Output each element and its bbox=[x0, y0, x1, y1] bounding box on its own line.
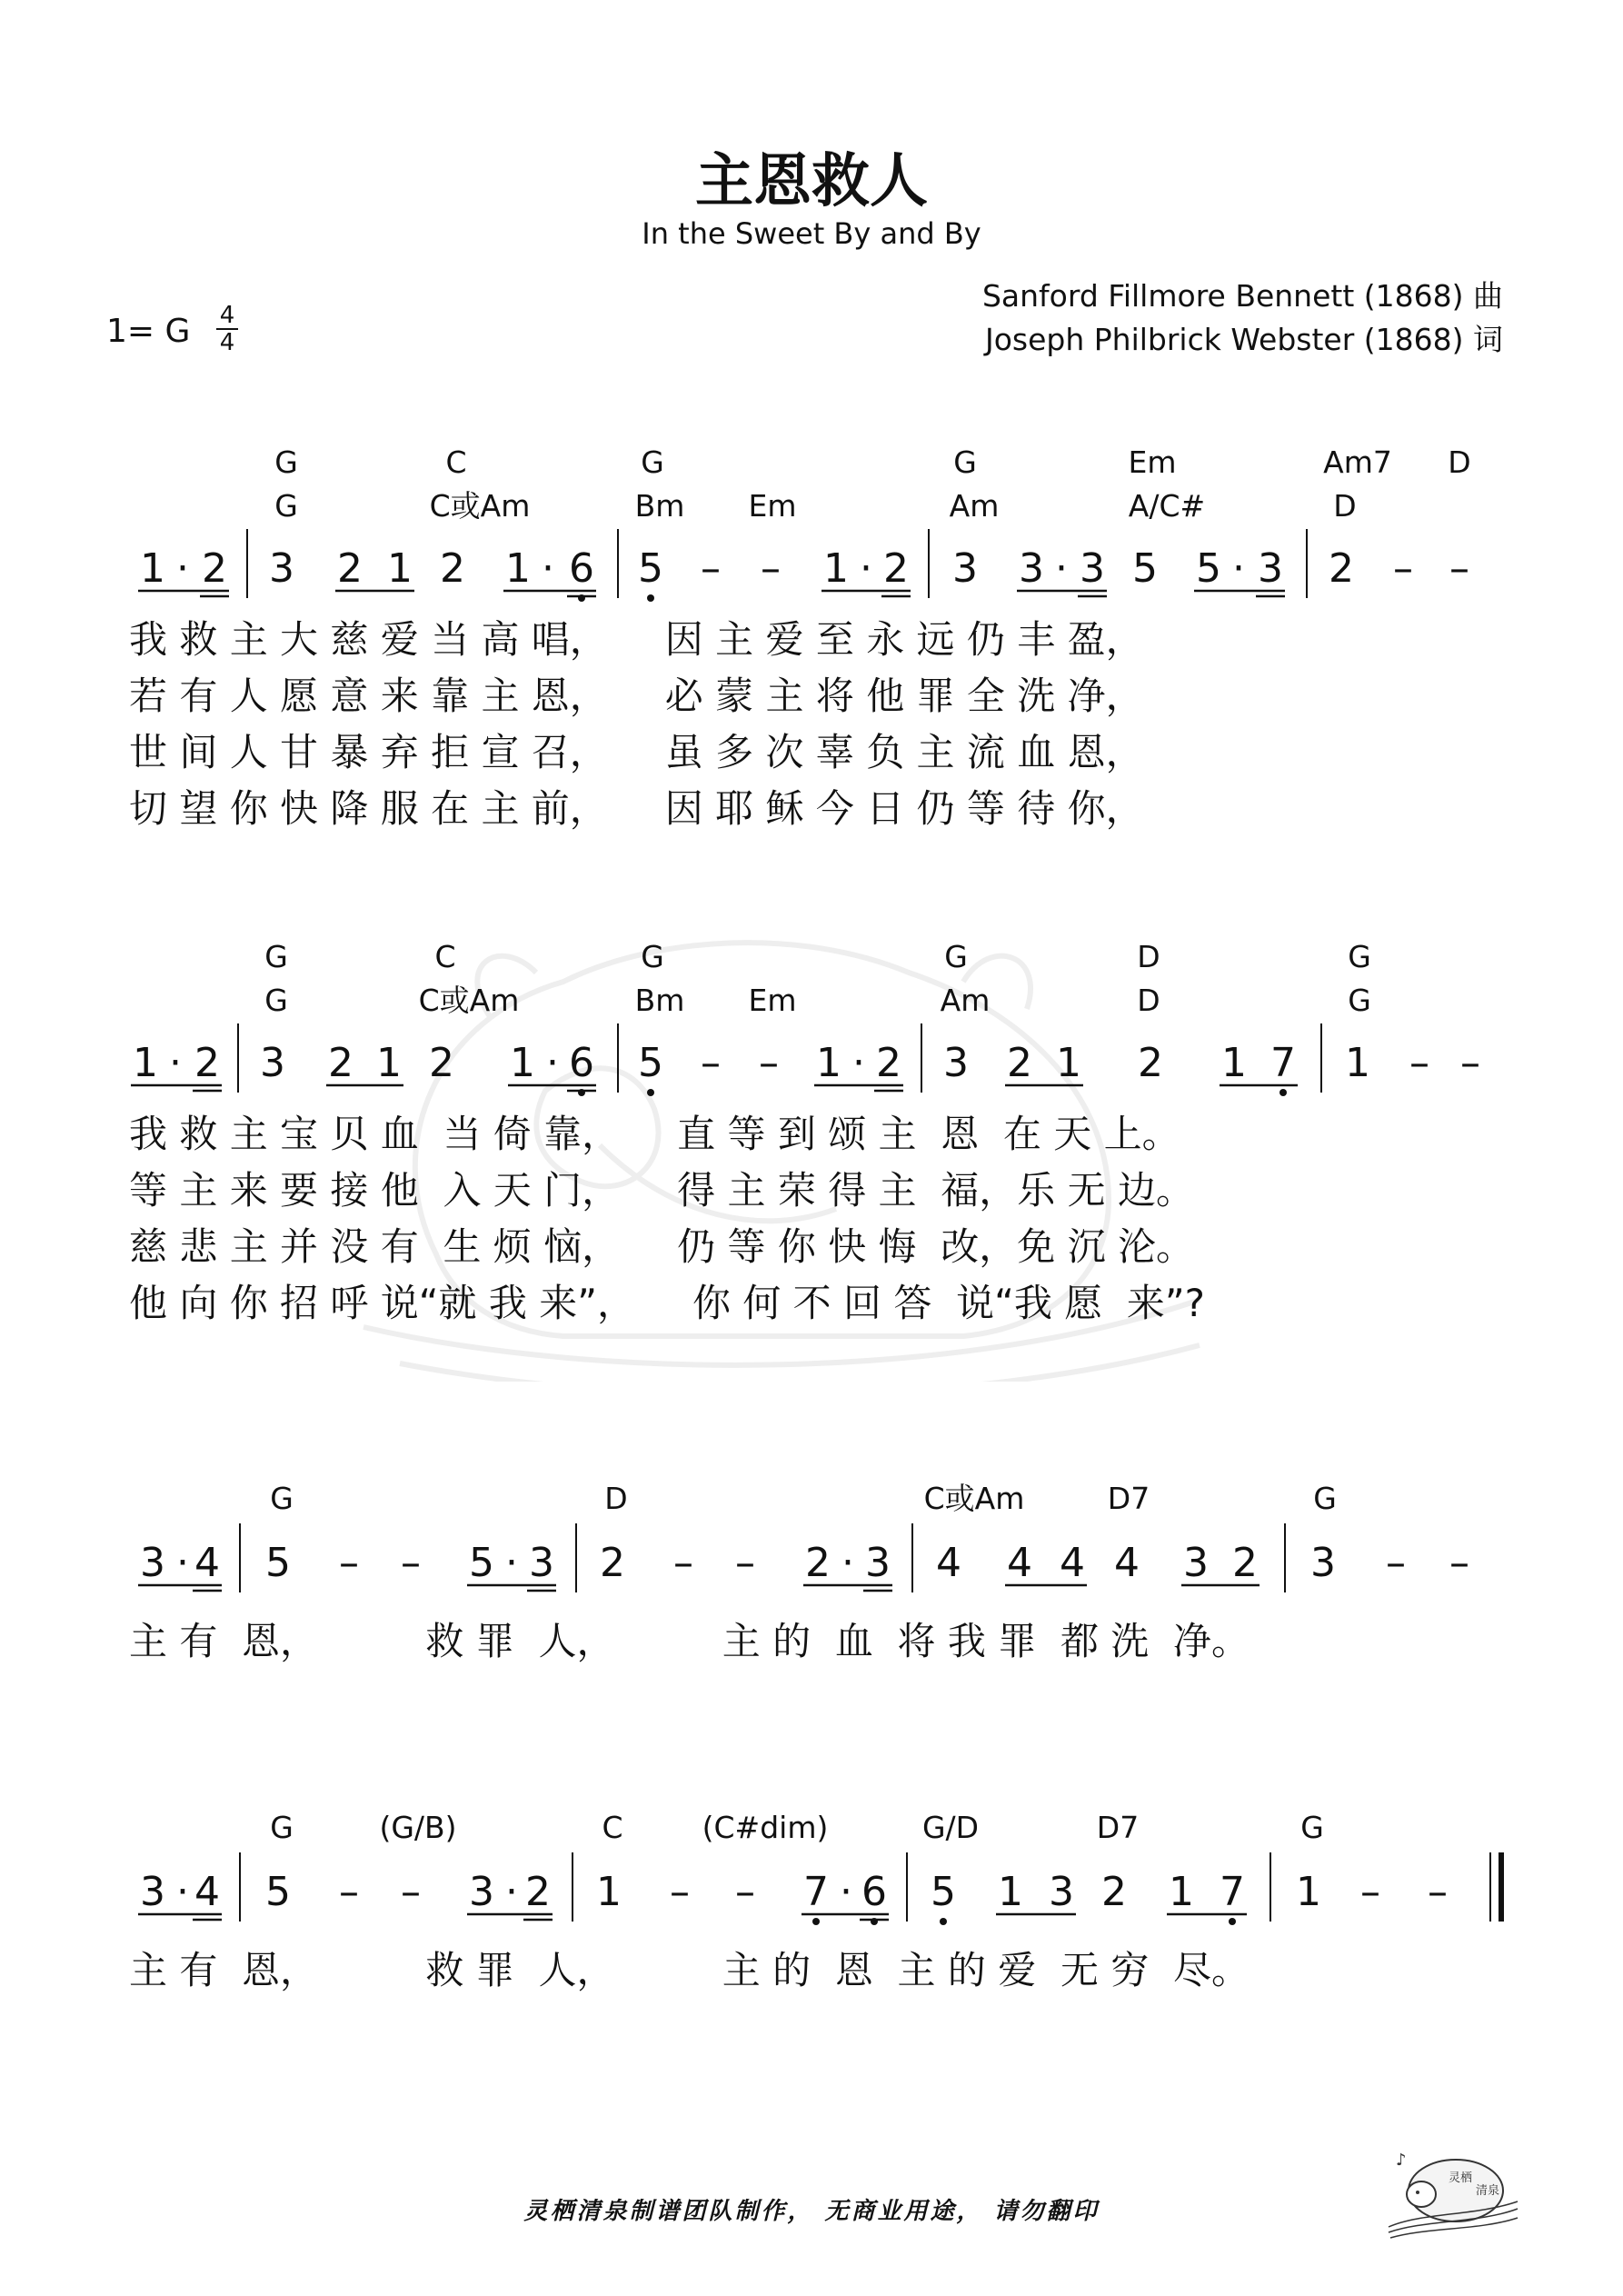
note-number: 2 bbox=[1101, 1869, 1127, 1915]
logo-text-b: 清泉 bbox=[1476, 2184, 1500, 2198]
chord-symbol-alt: D bbox=[1333, 488, 1357, 524]
note-number: 4 bbox=[1060, 1540, 1085, 1586]
note-number: 3 bbox=[1310, 1540, 1336, 1586]
chord-symbol-alt: C或Am bbox=[429, 488, 531, 524]
dotted-note: · bbox=[1232, 545, 1245, 592]
chord-symbol: G bbox=[641, 444, 664, 480]
chord-symbol: D bbox=[1448, 444, 1471, 480]
key-signature: 1= G bbox=[106, 313, 191, 350]
chord-symbol-alt: A/C# bbox=[1128, 488, 1206, 524]
note-number: 3 bbox=[260, 1040, 285, 1086]
chord-symbol: G bbox=[274, 444, 298, 480]
lyric-line: 等 主 来 要 接 他 入 天 门， 得 主 荣 得 主 福，乐 无 边。 bbox=[129, 1168, 1194, 1213]
dash-extension: – bbox=[759, 1040, 779, 1086]
octave-dot bbox=[1229, 1918, 1236, 1925]
lyric-line: 若 有 人 愿 意 来 靠 主 恩， 必 蒙 主 将 他 罪 全 洗 净， bbox=[129, 674, 1144, 718]
chord-symbol: C或Am bbox=[923, 1481, 1025, 1516]
dash-extension: – bbox=[1360, 1869, 1380, 1915]
dotted-note: · bbox=[840, 1869, 852, 1915]
note-number: 5 bbox=[1196, 545, 1221, 592]
dash-extension: – bbox=[401, 1869, 421, 1915]
chord-symbol: C bbox=[602, 1810, 623, 1845]
note-number: 3 bbox=[469, 1869, 494, 1915]
octave-dot bbox=[871, 1918, 878, 1925]
dotted-note: · bbox=[546, 1040, 559, 1086]
note-number: 3 bbox=[529, 1540, 554, 1586]
note-number: 6 bbox=[569, 545, 594, 592]
dotted-note: · bbox=[505, 1540, 518, 1586]
note-number: 2 bbox=[1329, 545, 1354, 592]
lyric-line: 主 有 恩， 救 罪 人， 主 的 血 将 我 罪 都 洗 净。 bbox=[129, 1619, 1250, 1663]
note-number: 1 bbox=[998, 1869, 1023, 1915]
note-number: 5 bbox=[638, 1040, 663, 1086]
octave-dot bbox=[647, 1089, 654, 1096]
note-number: 2 bbox=[876, 1040, 901, 1086]
chord-symbol-alt: D bbox=[1137, 983, 1160, 1018]
chord-symbol: (G/B) bbox=[379, 1810, 457, 1845]
composer-credit: Sanford Fillmore Bennett (1868) 曲 bbox=[981, 278, 1503, 314]
dash-extension: – bbox=[701, 545, 721, 592]
octave-dot bbox=[647, 594, 654, 602]
dash-extension: – bbox=[1409, 1040, 1429, 1086]
note-number: 2 bbox=[440, 545, 465, 592]
chord-symbol-alt: Am bbox=[949, 488, 1000, 524]
note-number: 7 bbox=[1220, 1869, 1245, 1915]
dotted-note: · bbox=[542, 545, 554, 592]
chord-symbol: C bbox=[445, 444, 467, 480]
dash-extension: – bbox=[1449, 545, 1469, 592]
dotted-note: · bbox=[505, 1869, 518, 1915]
note-number: 2 bbox=[337, 545, 363, 592]
note-number: 1 bbox=[816, 1040, 841, 1086]
note-number: 2 bbox=[194, 1040, 220, 1086]
dotted-note: · bbox=[841, 1540, 854, 1586]
chord-symbol: G bbox=[953, 444, 977, 480]
note-number: 2 bbox=[525, 1869, 551, 1915]
note-number: 3 bbox=[140, 1869, 165, 1915]
note-number: 2 bbox=[202, 545, 227, 592]
note-number: 5 bbox=[638, 545, 663, 592]
song-title: 主恩救人 bbox=[695, 148, 928, 215]
octave-dot bbox=[578, 1089, 585, 1096]
chord-symbol: (C#dim) bbox=[702, 1810, 829, 1845]
note-number: 6 bbox=[861, 1869, 887, 1915]
chord-symbol-alt: C或Am bbox=[418, 983, 520, 1018]
dash-extension: – bbox=[1460, 1040, 1480, 1086]
note-number: 1 bbox=[133, 1040, 158, 1086]
time-signature-bottom: 4 bbox=[219, 329, 235, 356]
note-number: 6 bbox=[569, 1040, 594, 1086]
dash-extension: – bbox=[1449, 1540, 1469, 1586]
chord-symbol: D7 bbox=[1096, 1810, 1140, 1845]
note-number: 2 bbox=[429, 1040, 454, 1086]
note-number: 3 bbox=[943, 1040, 969, 1086]
note-number: 3 bbox=[1019, 545, 1044, 592]
dotted-note: · bbox=[169, 1040, 182, 1086]
chord-symbol: D bbox=[604, 1481, 628, 1516]
dash-extension: – bbox=[339, 1869, 359, 1915]
note-number: 2 bbox=[600, 1540, 625, 1586]
note-number: 1 bbox=[1169, 1869, 1194, 1915]
chord-symbol-alt: Em bbox=[748, 983, 797, 1018]
lyric-line: 切 望 你 快 降 服 在 主 前， 因 耶 稣 今 日 仍 等 待 你， bbox=[129, 786, 1144, 831]
note-number: 7 bbox=[803, 1869, 829, 1915]
chord-symbol: Em bbox=[1128, 444, 1177, 480]
dash-extension: – bbox=[339, 1540, 359, 1586]
dash-extension: – bbox=[1393, 545, 1413, 592]
note-number: 1 bbox=[505, 545, 531, 592]
chord-symbol: Am7 bbox=[1323, 444, 1392, 480]
dotted-note: · bbox=[176, 1869, 189, 1915]
logo-sheep-icon bbox=[1385, 2140, 1521, 2240]
note-number: 1 bbox=[376, 1040, 402, 1086]
dash-extension: – bbox=[401, 1540, 421, 1586]
note-number: 1 bbox=[1056, 1040, 1081, 1086]
dash-extension: – bbox=[735, 1869, 755, 1915]
chord-symbol-alt: Em bbox=[748, 488, 797, 524]
dotted-note: · bbox=[860, 545, 872, 592]
note-number: 5 bbox=[265, 1869, 291, 1915]
note-number: 4 bbox=[194, 1869, 220, 1915]
dash-extension: – bbox=[670, 1869, 690, 1915]
octave-dot bbox=[1279, 1089, 1287, 1096]
note-number: 1 bbox=[1345, 1040, 1370, 1086]
note-number: 3 bbox=[1183, 1540, 1209, 1586]
note-number: 2 bbox=[1232, 1540, 1258, 1586]
chord-symbol: D bbox=[1137, 939, 1160, 974]
dash-extension: – bbox=[735, 1540, 755, 1586]
chord-symbol: C bbox=[434, 939, 456, 974]
note-number: 4 bbox=[194, 1540, 220, 1586]
chord-symbol: G bbox=[270, 1481, 294, 1516]
chord-symbol-alt: G bbox=[274, 488, 298, 524]
note-number: 4 bbox=[1114, 1540, 1140, 1586]
lyricist-credit: Joseph Philbrick Webster (1868) 词 bbox=[984, 322, 1503, 357]
dotted-note: · bbox=[176, 1540, 189, 1586]
chord-symbol: G bbox=[264, 939, 288, 974]
dotted-note: · bbox=[176, 545, 189, 592]
chord-symbol-alt: G bbox=[264, 983, 288, 1018]
dotted-note: · bbox=[852, 1040, 865, 1086]
chord-symbol: G bbox=[1348, 939, 1371, 974]
octave-dot bbox=[812, 1918, 820, 1925]
note-number: 5 bbox=[1132, 545, 1158, 592]
note-number: 3 bbox=[865, 1540, 891, 1586]
chord-symbol: G bbox=[1313, 1481, 1337, 1516]
chord-symbol: G bbox=[944, 939, 968, 974]
chord-symbol-alt: Am bbox=[940, 983, 991, 1018]
note-number: 3 bbox=[140, 1540, 165, 1586]
lyric-line: 主 有 恩， 救 罪 人， 主 的 恩 主 的 爱 无 穷 尽。 bbox=[129, 1948, 1250, 1992]
note-number: 1 bbox=[140, 545, 165, 592]
svg-text:♪: ♪ bbox=[1396, 2151, 1407, 2170]
note-number: 2 bbox=[328, 1040, 353, 1086]
note-number: 1 bbox=[596, 1869, 622, 1915]
note-number: 3 bbox=[952, 545, 978, 592]
note-number: 2 bbox=[1138, 1040, 1163, 1086]
chord-symbol-alt: G bbox=[1348, 983, 1371, 1018]
note-number: 5 bbox=[265, 1540, 291, 1586]
note-number: 3 bbox=[1080, 545, 1105, 592]
dash-extension: – bbox=[1386, 1540, 1406, 1586]
note-number: 2 bbox=[805, 1540, 831, 1586]
dash-extension: – bbox=[761, 545, 781, 592]
dash-extension: – bbox=[701, 1040, 721, 1086]
note-number: 4 bbox=[1007, 1540, 1032, 1586]
note-number: 1 bbox=[1296, 1869, 1321, 1915]
lyric-line: 慈 悲 主 并 没 有 生 烦 恼， 仍 等 你 快 悔 改，免 沉 沦。 bbox=[129, 1224, 1194, 1269]
dotted-note: · bbox=[1055, 545, 1068, 592]
note-number: 4 bbox=[936, 1540, 961, 1586]
song-subtitle: In the Sweet By and By bbox=[642, 216, 981, 251]
dash-extension: – bbox=[1428, 1869, 1448, 1915]
note-number: 7 bbox=[1270, 1040, 1296, 1086]
octave-dot bbox=[940, 1918, 947, 1925]
note-number: 3 bbox=[1049, 1869, 1074, 1915]
chord-symbol: G bbox=[270, 1810, 294, 1845]
octave-dot bbox=[578, 594, 585, 602]
lyric-line: 世 间 人 甘 暴 弃 拒 宣 召， 虽 多 次 辜 负 主 流 血 恩， bbox=[129, 730, 1144, 774]
chord-symbol: G/D bbox=[921, 1810, 980, 1845]
chord-symbol: G bbox=[641, 939, 664, 974]
chord-symbol: D7 bbox=[1107, 1481, 1150, 1516]
note-number: 5 bbox=[931, 1869, 956, 1915]
note-number: 1 bbox=[1221, 1040, 1247, 1086]
dash-extension: – bbox=[673, 1540, 693, 1586]
lyric-line: 他 向 你 招 呼 说“就 我 来”， 你 何 不 回 答 说“我 愿 来”? bbox=[129, 1281, 1205, 1325]
note-number: 5 bbox=[469, 1540, 494, 1586]
lyric-line: 我 救 主 大 慈 爱 当 高 唱， 因 主 爱 至 永 远 仍 丰 盈， bbox=[129, 617, 1144, 662]
note-number: 1 bbox=[510, 1040, 535, 1086]
logo-text-a: 灵栖 bbox=[1449, 2171, 1473, 2185]
lyric-line: 我 救 主 宝 贝 血 当 倚 靠， 直 等 到 颂 主 恩 在 天 上。 bbox=[129, 1112, 1180, 1156]
note-number: 2 bbox=[883, 545, 909, 592]
footer-note: 灵栖清泉制谱团队制作， 无商业用途， 请勿翻印 bbox=[523, 2198, 1100, 2225]
chord-symbol-alt: Bm bbox=[634, 983, 685, 1018]
time-signature-top: 4 bbox=[219, 302, 235, 329]
note-number: 3 bbox=[1258, 545, 1283, 592]
chord-symbol: G bbox=[1300, 1810, 1324, 1845]
note-number: 2 bbox=[1007, 1040, 1032, 1086]
note-number: 1 bbox=[387, 545, 413, 592]
note-number: 1 bbox=[823, 545, 849, 592]
chord-symbol-alt: Bm bbox=[634, 488, 685, 524]
note-number: 3 bbox=[269, 545, 294, 592]
